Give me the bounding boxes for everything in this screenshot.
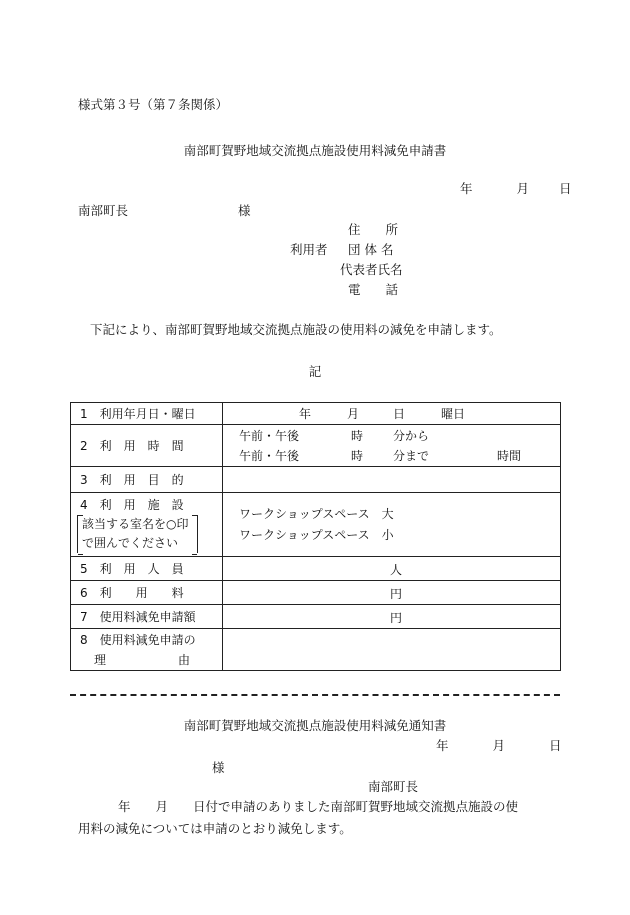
table-row	[71, 425, 561, 467]
hour-from: 時	[351, 428, 364, 443]
unit-persons: 人	[390, 563, 403, 577]
facility-option-large[interactable]: ワークショップスペース 大	[239, 506, 394, 521]
total-hours: 時間	[497, 448, 522, 463]
applicant-label: 利用者	[290, 242, 328, 257]
row-label: 2 利 用 時 間	[71, 425, 223, 467]
purpose-cell[interactable]	[223, 467, 561, 493]
reason-cell[interactable]	[223, 629, 561, 671]
table-row	[71, 403, 561, 425]
table-row	[71, 581, 561, 605]
value-year: 年	[299, 407, 312, 421]
hour-to: 時	[351, 448, 364, 463]
date-year: 年	[436, 738, 449, 753]
minute-to: 分まで	[393, 448, 430, 463]
facility-label-cell	[71, 493, 223, 557]
notice-title: 南部町賀野地域交流拠点施設使用料減免通知書	[183, 718, 447, 733]
row-label: 7 使用料減免申請額	[71, 605, 223, 629]
date-month: 月	[492, 738, 506, 753]
notice-honorific: 様	[212, 760, 225, 775]
attendees-cell[interactable]	[223, 557, 561, 581]
ampm-from: 午前・午後	[239, 428, 300, 443]
date-day: 日	[549, 738, 562, 753]
addressee: 南部町長	[78, 203, 129, 218]
table-row	[71, 557, 561, 581]
facility-option-small[interactable]: ワークショップスペース 小	[239, 527, 394, 542]
date-year: 年	[460, 181, 473, 196]
honorific: 様	[238, 203, 251, 218]
notice-issuer: 南部町長	[368, 779, 419, 794]
row-label: 6 利 用 料	[71, 581, 223, 605]
value-day: 日	[393, 407, 406, 421]
table-row	[71, 605, 561, 629]
reason-label-cell	[71, 629, 223, 671]
value-month: 月	[347, 407, 360, 421]
value-weekday: 曜日	[441, 407, 466, 421]
cut-line	[70, 694, 560, 696]
facility-cell[interactable]	[223, 493, 561, 557]
notice-body-line2: 用料の減免については申請のとおり減免します。	[78, 821, 352, 836]
row-label: 3 利 用 目 的	[71, 467, 223, 493]
notice-body-line1: 年 月 日付で申請のありました南部町賀野地域交流拠点施設の使	[118, 799, 519, 814]
row-label: 1 利用年月日・曜日	[71, 403, 223, 425]
application-table	[70, 402, 561, 671]
application-date	[460, 181, 572, 197]
row-label: 8 使用料減免申請の	[80, 632, 196, 647]
field-group-name: 団 体 名	[348, 242, 394, 257]
intro-text: 下記により、南部町賀野地域交流拠点施設の使用料の減免を申請します。	[90, 322, 502, 337]
date-of-use-cell[interactable]	[223, 403, 561, 425]
date-day: 日	[559, 181, 572, 196]
table-row	[71, 629, 561, 671]
notice-date	[436, 738, 562, 754]
unit-yen: 円	[390, 611, 403, 625]
table-row	[71, 493, 561, 557]
facility-note	[77, 515, 198, 553]
fee-cell[interactable]	[223, 581, 561, 605]
row-label: 5 利 用 人 員	[71, 557, 223, 581]
row-label: 4 利 用 施 設	[80, 498, 184, 512]
ki-label: 記	[308, 364, 322, 379]
table-row	[71, 467, 561, 493]
form-number: 様式第３号（第７条関係）	[78, 97, 229, 112]
unit-yen: 円	[390, 587, 403, 601]
ampm-to: 午前・午後	[239, 448, 300, 463]
field-address: 住 所	[348, 222, 399, 237]
application-title: 南部町賀野地域交流拠点施設使用料減免申請書	[183, 143, 447, 158]
facility-note-line2: で囲んでください	[82, 536, 179, 550]
minute-from: 分から	[393, 428, 430, 443]
date-month: 月	[516, 181, 530, 196]
field-representative: 代表者氏名	[340, 262, 403, 277]
row-label-2: 理 由	[94, 652, 191, 667]
facility-note-line1: 該当する室名を○印	[82, 517, 189, 531]
exemption-amount-cell[interactable]	[223, 605, 561, 629]
time-of-use-cell[interactable]	[223, 425, 561, 467]
field-phone: 電 話	[348, 282, 399, 297]
